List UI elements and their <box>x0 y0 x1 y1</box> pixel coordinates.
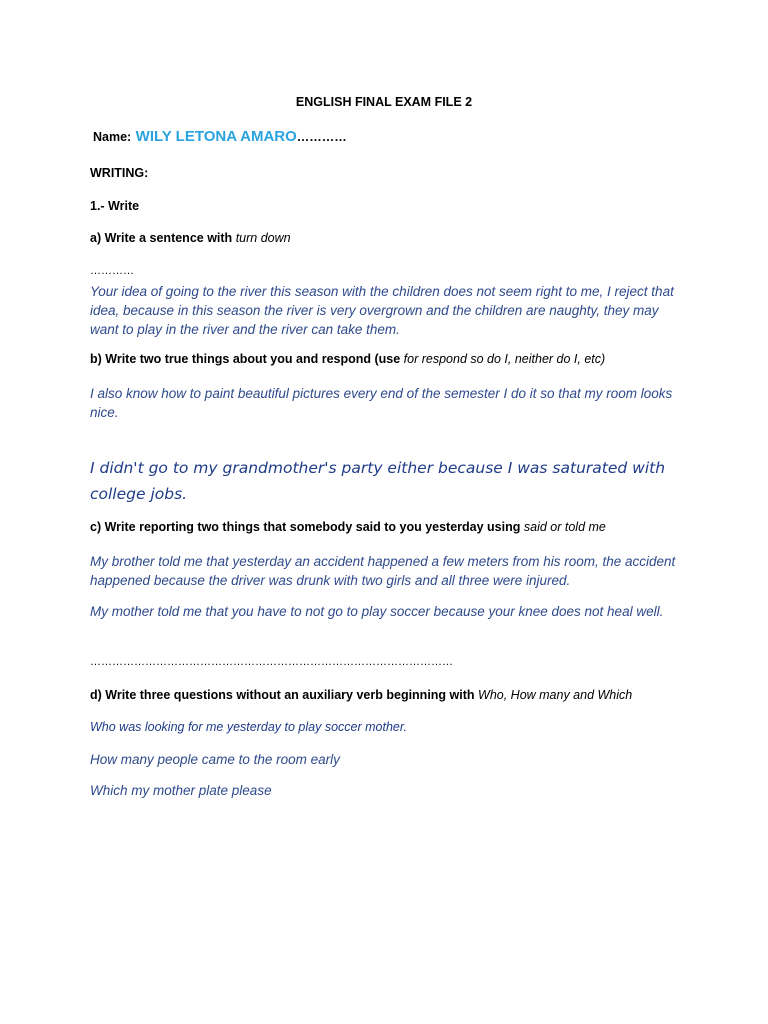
question-d-prompt: d) Write three questions without an auxiliary verb beginning with <box>90 688 475 702</box>
answer-d-1: Who was looking for me yesterday to play soccer mother. <box>90 720 408 734</box>
writing-label: WRITING: <box>90 166 149 180</box>
answer-b-1: I also know how to paint beautiful pictures every end of the semester I do it so that my room looks nice. <box>90 386 673 420</box>
question-c <box>90 520 606 534</box>
question-a-prompt: Write a sentence with <box>104 231 233 245</box>
question-c-italic: said or told me <box>523 520 606 534</box>
question-d-italic: Who, How many and Which <box>478 688 633 702</box>
student-name: WILY LETONA AMARO <box>135 128 297 145</box>
answer-c-2: My mother told me that you have to not go to play soccer because your knee does not heal well. <box>90 604 664 619</box>
question-b-prompt: b) Write two true things about you and respond (use <box>90 352 401 366</box>
question-a-italic: turn down <box>235 231 291 245</box>
exam-title: ENGLISH FINAL EXAM FILE 2 <box>295 95 473 109</box>
answer-d-3: Which my mother plate please <box>90 783 272 798</box>
question-a-dots: ………… <box>90 265 134 277</box>
answer-d-2: How many people came to the room early <box>90 752 340 767</box>
question-c-prompt: c) Write reporting two things that somebody said to you yesterday using <box>90 520 521 534</box>
name-dots: ………… <box>296 130 347 144</box>
question-d <box>90 688 632 702</box>
question-c-dots: ……………………………………………………………………………………… <box>90 656 453 668</box>
answer-a: Your idea of going to the river this season with the children does not seem right to me, I reject that idea, because in this season the river is very overgrown and the children are naughty, they may want to play in the river and the river can take them. <box>90 284 674 337</box>
answer-c-1: My brother told me that yesterday an accident happened a few meters from his room, the accident happened because the driver was drunk with two girls and all three were injured. <box>90 554 676 588</box>
name-line <box>93 128 347 146</box>
answer-b-2: I didn't go to my grandmother's party either because I was saturated with college jobs. <box>90 459 666 503</box>
question-b-italic: for respond so do I, neither do I, etc) <box>403 352 606 366</box>
name-label: Name: <box>93 130 132 144</box>
question-a <box>90 231 291 245</box>
section-1-heading: 1.- Write <box>90 199 140 213</box>
question-b <box>90 352 605 366</box>
question-a-prefix: a) <box>90 231 102 245</box>
